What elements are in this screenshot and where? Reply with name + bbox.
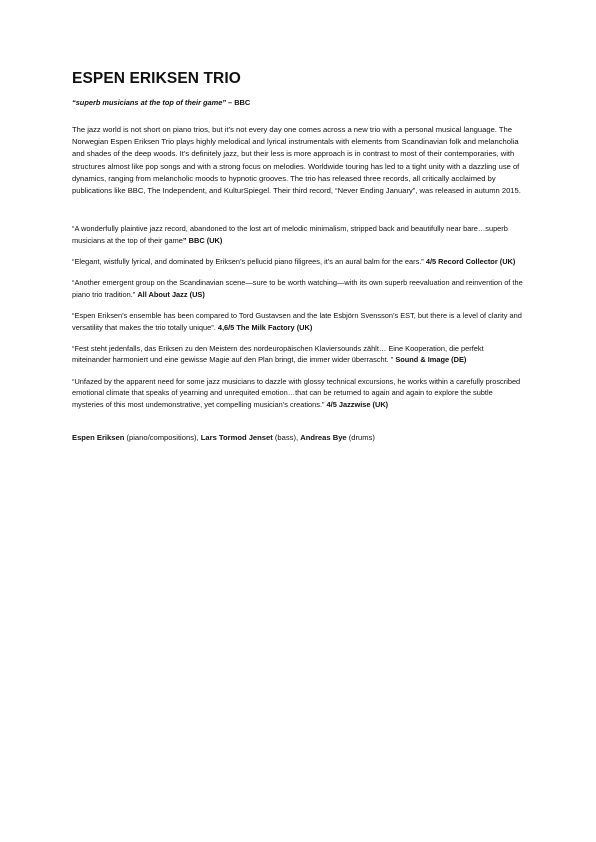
tagline-quote: “superb musicians at the top of their game” [72,98,226,107]
page-title: ESPEN ERIKSEN TRIO [72,70,241,87]
credit-role: (drums) [346,433,375,443]
review-text: “Fest steht jedenfalls, das Eriksen zu den Meistern des nordeuropäischen Klaviersounds zählt… Eine Kooperation, die perfekt miteinander harmoniert und eine gewisse Magie auf den Plan bringt, die immer wider überrascht. ” [72,344,484,365]
review-jazzwise [72,376,524,410]
tagline [72,98,524,108]
review-source: 4,6/5 The Milk Factory (UK) [217,322,313,332]
document-page [72,70,524,451]
credit-name: Andreas Bye [300,433,347,443]
review-source: 4/5 Record Collector (UK) [425,257,516,267]
review-source: All About Jazz (US) [137,289,205,299]
review-source: Sound & Image (DE) [395,355,467,365]
review-text: “Unfazed by the apparent need for some jazz musicians to dazzle with glossy technical excursions, he works within a carefully proscribed emotional climate that speaks of yearning and unrequited emotion…that can be returned to again and again to explore the subtle mysteries of this most undemonstrative, yet compelling musician’s creations.” [72,376,521,409]
review-sound-image [72,343,524,366]
review-text: “Elegant, wistfully lyrical, and dominated by Eriksen’s pellucid piano filigrees, it’s an aural balm for the ears.” [72,257,426,267]
review-text: “Another emergent group on the Scandinavian scene—sure to be worth watching—with its own superb reevaluation and reinvention of the piano trio tradition.” [72,278,523,299]
credit-name: Espen Eriksen [72,433,125,443]
credit-name: Lars Tormod Jenset [200,433,273,443]
review-milk-factory [72,310,524,333]
tagline-source: – BBC [226,98,251,107]
review-source: ” BBC (UK) [182,235,223,245]
credit-role: (bass), [272,433,301,443]
review-text: “A wonderfully plaintive jazz record, abandoned to the lost art of melodic minimalism, stripped back and beautifully near bare…superb musicians at the top of their game [72,224,508,245]
review-source: 4/5 Jazzwise (UK) [326,399,389,409]
review-record-collector [72,256,524,267]
review-text: “Espen Eriksen’s ensemble has been compared to Tord Gustavsen and the late Esbjörn Svensson’s EST, but there is a level of clarity and versatility that makes the trio totally unique”. [72,311,522,332]
review-bbc [72,223,524,246]
review-all-about-jazz [72,277,524,300]
intro-paragraph: The jazz world is not short on piano trios, but it’s not every day one comes across a new trio with a personal musical language. The Norwegian Espen Eriksen Trio plays highly melodical and lyrical instrumentals with elements from Scandinavian folk and melancholia and shades of the deep woods. It’s definitely jazz, but their less is more approach is in contrast to most of their contemporaries, with structures almost like pop songs and with a strong focus on melodies. Worldwide touring has led to a tight unity with a dazzling use of dynamics, ranging from melancholic moods to hypnotic grooves. The trio has released three records, all critically acclaimed by publications like BBC, The Independent, and KulturSpiegel. Their third record, “Never Ending January”, was released in autumn 2015. [72,125,521,196]
band-credits [72,432,524,443]
reviews-list [72,223,524,410]
credit-role: (piano/compositions), [124,433,201,443]
